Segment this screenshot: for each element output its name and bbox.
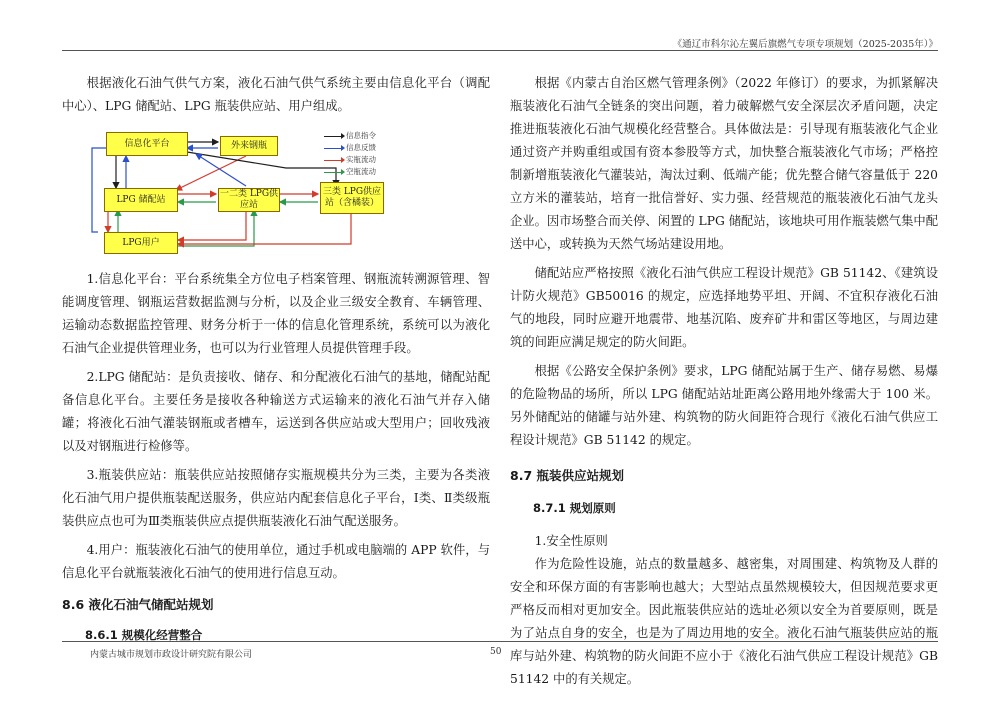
- left-column: [62, 72, 490, 647]
- legend-label: 信息反馈: [346, 143, 376, 152]
- box-supply-12: 一二类 LPG供应站: [219, 189, 279, 210]
- legend-item: [324, 142, 414, 154]
- safety-principle-title: 1.安全性原则: [534, 534, 608, 548]
- subsection-heading-8-6-1: 8.6.1 规模化经营整合: [85, 628, 203, 642]
- highway-paragraph: 根据《公路安全保护条例》要求，LPG 储配站属于生产、储存易燃、易爆的危险物品的场所，所以 LPG 储配站站址距离公路用地外缘需大于 100 米。另外储配站的储罐与站外建、构筑物的防火间距符合现行《液化石油气供应工程设计规范》GB 51142 的规定。: [510, 364, 938, 447]
- footer-organization: 内蒙古城市规划市政设计研究院有限公司: [90, 650, 253, 660]
- subsection-heading-8-7-1: 8.7.1 规划原则: [533, 501, 616, 515]
- storage-paragraph: 2.LPG 储配站：是负责接收、储存、和分配液化石油气的基地，储配站配备信息化平台。主要任务是接收各种输送方式运输来的液化石油气并存入储罐；将液化石油气灌装钢瓶或者槽车，运送到各供应站或大型用户；回收残液以及对钢瓶进行检修等。: [62, 370, 490, 453]
- legend-label: 实瓶流动: [346, 155, 376, 164]
- legend-item: [324, 154, 414, 166]
- legend-swatch: [324, 160, 342, 161]
- right-column: [510, 72, 938, 691]
- legend-item: [324, 130, 414, 142]
- page-number: 50: [490, 647, 502, 657]
- header-rule: [62, 50, 938, 51]
- supply-paragraph: 3.瓶装供应站：瓶装供应站按照储存实瓶规模共分为三类，主要为各类液化石油气用户提供瓶装配送服务，供应站内配套信息化子平台，Ⅰ类、Ⅱ类级瓶装供应点也可为Ⅲ类瓶装供应点提供瓶装液化石油气配送服务。: [62, 468, 490, 528]
- box-lpg-storage: LPG 储配站: [104, 188, 178, 212]
- box-info-platform: 信息化平台: [106, 132, 188, 156]
- user-paragraph: 4.用户：瓶装液化石油气的使用单位，通过手机或电脑端的 APP 软件，与信息化平台就瓶装液化石油气的使用进行信息互动。: [62, 543, 490, 580]
- lpg-system-diagram: [86, 128, 416, 258]
- regulation-paragraph: 根据《内蒙古自治区燃气管理条例》（2022 年修订）的要求，为抓紧解决瓶装液化石油气全链条的突出问题，着力破解燃气安全深层次矛盾问题，决定推进瓶装液化石油气规模化经营整合。具体做法是：引导现有瓶装液化气企业通过资产并购重组或国有资本参股等方式，加快整合瓶装液化气市场；严格控制新增瓶装液化气灌装站，淘汰过剩、低端产能；优先整合储气容量低于 220 立方米的灌装站，培育一批信誉好、实力强、经营规范的瓶装液化石油气龙头企业。因市场整合而关停、闲置的 LPG 储配站，该地块可用作瓶装燃气集中配送中心，或转换为天然气场站建设用地。: [510, 76, 938, 251]
- running-header: 《通辽市科尔沁左翼后旗燃气专项专项规划（2025-2035年）》: [672, 39, 938, 50]
- siting-paragraph: 储配站应严格按照《液化石油气供应工程设计规范》GB 51142、《建筑设计防火规范》GB50016 的规定，应选择地势平坦、开阔、不宜积存液化石油气的地段，同时应避开地震带、地基沉陷、废弃矿井和雷区等地区，与周边建筑的间距应满足规定的防火间距。: [510, 266, 938, 349]
- legend-swatch: [324, 172, 342, 173]
- section-heading-8-7: 8.7 瓶装供应站规划: [510, 468, 624, 483]
- legend-item: [324, 166, 414, 178]
- footer-rule: [62, 641, 938, 642]
- box-lpg-user: LPG用户: [104, 232, 178, 254]
- legend-label: 信息指令: [346, 131, 376, 140]
- box-outer-cylinder: 外来钢瓶: [220, 136, 278, 156]
- diagram-legend: [324, 130, 414, 178]
- section-heading-8-6: 8.6 液化石油气储配站规划: [62, 597, 214, 612]
- legend-label: 空瓶流动: [346, 167, 376, 176]
- safety-paragraph: 作为危险性设施，站点的数量越多、越密集，对周围建、构筑物及人群的安全和环保方面的有害影响也越大；大型站点虽然规模较大，但因规范要求更严格反而相对更加安全。因此瓶装供应站的选址必须以安全为首要原则，既是为了站点自身的安全，也是为了周边用地的安全。液化石油气瓶装供应站的瓶库与站外建、构筑物的防火间距不应小于《液化石油气供应工程设计规范》GB 51142 中的有关规定。: [510, 557, 938, 686]
- legend-swatch: [324, 148, 342, 149]
- intro-paragraph: 根据液化石油气供气方案，液化石油气供气系统主要由信息化平台（调配中心）、LPG 储配站、LPG 瓶装供应站、用户组成。: [62, 76, 490, 113]
- legend-swatch: [324, 136, 342, 137]
- box-supply-3: 三类 LPG供应站（含橘装）: [320, 182, 384, 214]
- platform-paragraph: 1.信息化平台：平台系统集全方位电子档案管理、钢瓶流转溯源管理、智能调度管理、钢瓶运营数据监测与分析，以及企业三级安全教育、车辆管理、运输动态数据监控管理、财务分析于一体的信息化管理系统，系统可以为液化石油气企业提供管理业务，也可以为行业管理人员提供管理手段。: [62, 272, 490, 355]
